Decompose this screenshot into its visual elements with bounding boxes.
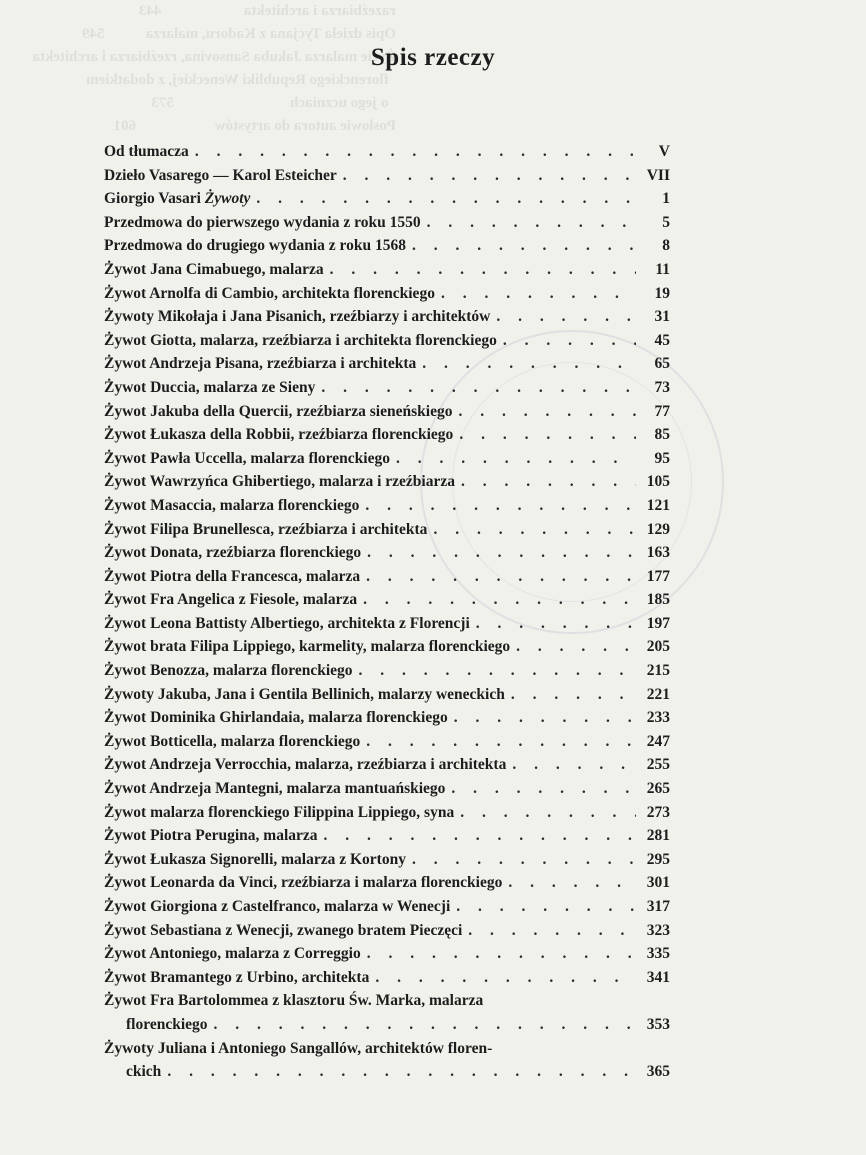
toc-entry-title: Giorgio Vasari Żywoty xyxy=(104,190,251,208)
toc-entry-title: Żywot Wawrzyńca Ghibertiego, malarza i rzeźbiarza xyxy=(104,473,455,491)
dot-leader xyxy=(468,919,636,943)
toc-entry xyxy=(104,164,670,188)
toc-entry xyxy=(104,848,670,872)
toc-entry xyxy=(104,942,670,966)
toc-entry-title: Żywot Jana Cimabuego, malarza xyxy=(104,260,324,278)
toc-entry-title: Żywot Piotra Perugina, malarza xyxy=(104,827,318,845)
toc-entry-page: 129 xyxy=(646,520,670,538)
toc-entry-title: Żywoty Juliana i Antoniego Sangallów, architektów floren- xyxy=(104,1039,493,1057)
toc-entry-page: 215 xyxy=(646,662,670,680)
toc-entry xyxy=(104,824,670,848)
toc-entry-page: 255 xyxy=(646,756,670,774)
toc-entry xyxy=(104,730,670,754)
table-of-contents xyxy=(104,140,670,1084)
toc-entry-title: Żywot Andrzeja Verrocchia, malarza, rzeźbiarza i architekta xyxy=(104,756,507,774)
toc-entry xyxy=(104,588,670,612)
toc-entry-page: 45 xyxy=(654,331,670,349)
dot-leader xyxy=(496,305,636,329)
toc-entry-page: 221 xyxy=(646,685,670,703)
dot-leader xyxy=(516,635,636,659)
toc-entry-page: V xyxy=(658,143,670,160)
toc-entry-title: Żywoty Jakuba, Jana i Gentila Bellinich, malarzy weneckich xyxy=(104,685,505,703)
dot-leader xyxy=(476,612,636,636)
dot-leader xyxy=(375,966,636,990)
dot-leader xyxy=(512,753,636,777)
toc-entry-title: Żywot Giotta, malarza, rzeźbiarza i architekta florenckiego xyxy=(104,331,497,349)
toc-entry xyxy=(104,282,670,306)
toc-entry-title: Żywot Leonarda da Vinci, rzeźbiarza i malarza florenckiego xyxy=(104,874,503,892)
toc-entry-title: Żywot Fra Bartolommea z klasztoru Św. Marka, malarza xyxy=(104,992,484,1010)
toc-entry-title: Żywot Pawła Uccella, malarza florenckiego xyxy=(104,449,390,467)
dot-leader xyxy=(214,1013,636,1037)
page-title: Spis rzeczy xyxy=(370,44,496,71)
dot-leader xyxy=(343,164,636,188)
dot-leader xyxy=(367,541,636,565)
dot-leader xyxy=(412,234,636,258)
toc-entry-title-continuation: florenckiego xyxy=(126,1015,208,1033)
dot-leader xyxy=(427,211,636,235)
toc-entry xyxy=(104,919,670,943)
toc-entry xyxy=(104,683,670,707)
toc-entry-title: Żywot Antoniego, malarza z Correggio xyxy=(104,945,361,963)
toc-entry xyxy=(104,329,670,353)
toc-entry-title: Żywot Duccia, malarza ze Sieny xyxy=(104,378,316,396)
toc-entry-page: 335 xyxy=(646,945,670,963)
toc-entry xyxy=(104,423,670,447)
toc-entry xyxy=(104,659,670,683)
toc-entry-page: 265 xyxy=(646,780,670,798)
toc-entry-title: Żywot Fra Angelica z Fiesole, malarza xyxy=(104,591,358,609)
dot-leader xyxy=(396,447,636,471)
toc-entry-page: 323 xyxy=(646,921,670,939)
toc-entry-title: Żywot Benozza, malarza florenckiego xyxy=(104,662,353,680)
toc-entry-page: 77 xyxy=(654,402,670,420)
toc-entry xyxy=(104,140,670,164)
dot-leader xyxy=(367,942,636,966)
toc-entry xyxy=(104,494,670,518)
toc-entry-title: Żywot Łukasza Signorelli, malarza z Kortony xyxy=(104,850,406,868)
dot-leader xyxy=(330,258,636,282)
toc-entry-page: 247 xyxy=(646,732,670,750)
toc-entry-title: Żywot Giorgiona z Castelfranco, malarza w Wenecji xyxy=(104,898,451,915)
toc-entry xyxy=(104,895,670,919)
toc-entry-title: Żywot Leona Battisty Albertiego, architekta z Florencji xyxy=(104,614,470,632)
toc-entry xyxy=(104,187,670,211)
toc-entry-page: 365 xyxy=(646,1063,670,1081)
toc-entry xyxy=(104,753,670,777)
toc-entry-title: Żywot Filipa Brunellesca, rzeźbiarza i architekta xyxy=(104,520,428,538)
toc-entry xyxy=(104,400,670,424)
toc-entry xyxy=(104,258,670,282)
toc-entry-page: 341 xyxy=(646,968,670,986)
toc-entry-title: Żywot Arnolfa di Cambio, architekta florenckiego xyxy=(104,284,435,302)
dot-leader xyxy=(366,730,636,754)
toc-entry xyxy=(104,989,670,1036)
toc-entry-page: 295 xyxy=(646,850,670,868)
toc-entry-title-continuation: ckich xyxy=(126,1063,162,1081)
toc-entry xyxy=(104,518,670,542)
dot-leader xyxy=(461,470,636,494)
toc-entry-continuation-line xyxy=(104,1060,670,1084)
toc-entry-page: 185 xyxy=(646,591,670,609)
toc-entry-page: 8 xyxy=(662,237,670,255)
toc-entry-page: 317 xyxy=(646,898,670,915)
toc-entry-page: 121 xyxy=(646,496,670,514)
toc-entry-page: 95 xyxy=(654,449,670,467)
dot-leader xyxy=(256,187,636,211)
toc-entry-title: Żywot Bramantego z Urbino, architekta xyxy=(104,968,370,986)
toc-entry-title: Żywot brata Filipa Lippiego, karmelity, malarza florenckiego xyxy=(104,638,511,656)
toc-entry-page: 31 xyxy=(654,308,670,326)
toc-entry-page: 177 xyxy=(646,567,670,585)
toc-entry xyxy=(104,470,670,494)
dot-leader xyxy=(365,494,636,518)
toc-entry-page: 353 xyxy=(646,1015,670,1033)
dot-leader xyxy=(503,329,636,353)
dot-leader xyxy=(458,400,636,424)
dot-leader xyxy=(454,706,636,730)
dot-leader xyxy=(456,895,636,919)
toc-entry-page: 19 xyxy=(654,284,670,302)
toc-entry-page: 105 xyxy=(646,473,670,491)
toc-entry-page: 301 xyxy=(646,874,670,892)
toc-entry xyxy=(104,706,670,730)
toc-entry xyxy=(104,966,670,990)
dot-leader xyxy=(366,565,636,589)
toc-entry xyxy=(104,234,670,258)
toc-entry-title: Żywot Łukasza della Robbii, rzeźbiarza florenckiego xyxy=(104,426,454,444)
toc-entry-title: Żywot Donata, rzeźbiarza florenckiego xyxy=(104,544,362,562)
dot-leader xyxy=(508,871,636,895)
toc-entry xyxy=(104,871,670,895)
dot-leader xyxy=(422,352,636,376)
toc-entry-page: 85 xyxy=(654,426,670,444)
toc-entry-page: 281 xyxy=(646,827,670,845)
toc-entry-page: 233 xyxy=(646,709,670,727)
toc-entry-title: Żywot Masaccia, malarza florenckiego xyxy=(104,496,360,514)
toc-entry-continuation-line xyxy=(104,1013,670,1037)
dot-leader xyxy=(324,824,636,848)
dot-leader xyxy=(451,777,636,801)
toc-entry-title: Żywot Dominika Ghirlandaia, malarza florenckiego xyxy=(104,709,448,727)
toc-entry-page: 5 xyxy=(662,213,670,231)
toc-entry xyxy=(104,612,670,636)
toc-entry-page: 11 xyxy=(655,260,670,278)
toc-entry-page: 65 xyxy=(654,355,670,373)
toc-entry-title: Żywot Sebastiana z Wenecji, zwanego bratem Pieczęci xyxy=(104,921,463,939)
toc-entry-page: VII xyxy=(646,166,670,184)
toc-entry-title: Żywot Andrzeja Mantegni, malarza mantuańskiego xyxy=(104,780,446,798)
dot-leader xyxy=(441,282,636,306)
toc-entry-title: Żywot malarza florenckiego Filippina Lippiego, syna xyxy=(104,803,455,821)
toc-entry-title: Przedmowa do pierwszego wydania z roku 1550 xyxy=(104,213,421,231)
dot-leader xyxy=(321,376,636,400)
toc-entry-title: Od tłumacza xyxy=(104,143,189,160)
toc-entry-page: 1 xyxy=(662,190,670,208)
toc-entry xyxy=(104,305,670,329)
dot-leader xyxy=(167,1060,636,1084)
toc-entry-title: Dzieło Vasarego — Karol Esteicher xyxy=(104,166,337,184)
toc-entry xyxy=(104,352,670,376)
toc-entry xyxy=(104,635,670,659)
toc-entry xyxy=(104,211,670,235)
toc-entry-page: 273 xyxy=(646,803,670,821)
dot-leader xyxy=(359,659,636,683)
toc-entry-page: 197 xyxy=(646,614,670,632)
toc-entry-page: 205 xyxy=(646,638,670,656)
toc-entry-title: Żywot Jakuba della Quercii, rzeźbiarza sieneńskiego xyxy=(104,402,453,420)
toc-entry-title-italic: Żywoty xyxy=(204,190,251,208)
toc-entry-title: Żywot Andrzeja Pisana, rzeźbiarza i architekta xyxy=(104,355,417,373)
toc-entry xyxy=(104,801,670,825)
dot-leader xyxy=(460,801,636,825)
dot-leader xyxy=(433,518,636,542)
dot-leader xyxy=(412,848,636,872)
toc-entry xyxy=(104,1037,670,1084)
toc-entry xyxy=(104,447,670,471)
toc-entry-title: Przedmowa do drugiego wydania z roku 1568 xyxy=(104,237,406,255)
dot-leader xyxy=(195,140,636,164)
toc-entry xyxy=(104,777,670,801)
toc-entry-page: 163 xyxy=(646,544,670,562)
toc-entry xyxy=(104,565,670,589)
toc-entry-title: Żywoty Mikołaja i Jana Pisanich, rzeźbiarzy i architektów xyxy=(104,308,491,326)
dot-leader xyxy=(459,423,636,447)
toc-entry-page: 73 xyxy=(654,378,670,396)
dot-leader xyxy=(363,588,636,612)
toc-entry-title: Żywot Botticella, malarza florenckiego xyxy=(104,732,361,750)
toc-entry xyxy=(104,541,670,565)
bleed-through-text: razeźbiarza i architekta 443 Opis dzieła Tycjana z Kadoru, malarza 549 Życie malarza Jakuba Sansovina, rzeźbiarza i architekta florenckiego Republiki Weneckiej, z dodatkiem o jego uczniach 573 Posłowie autora do artystów 601 xyxy=(32,3,396,134)
dot-leader xyxy=(511,683,636,707)
toc-entry xyxy=(104,376,670,400)
toc-entry-title: Żywot Piotra della Francesca, malarza xyxy=(104,567,361,585)
